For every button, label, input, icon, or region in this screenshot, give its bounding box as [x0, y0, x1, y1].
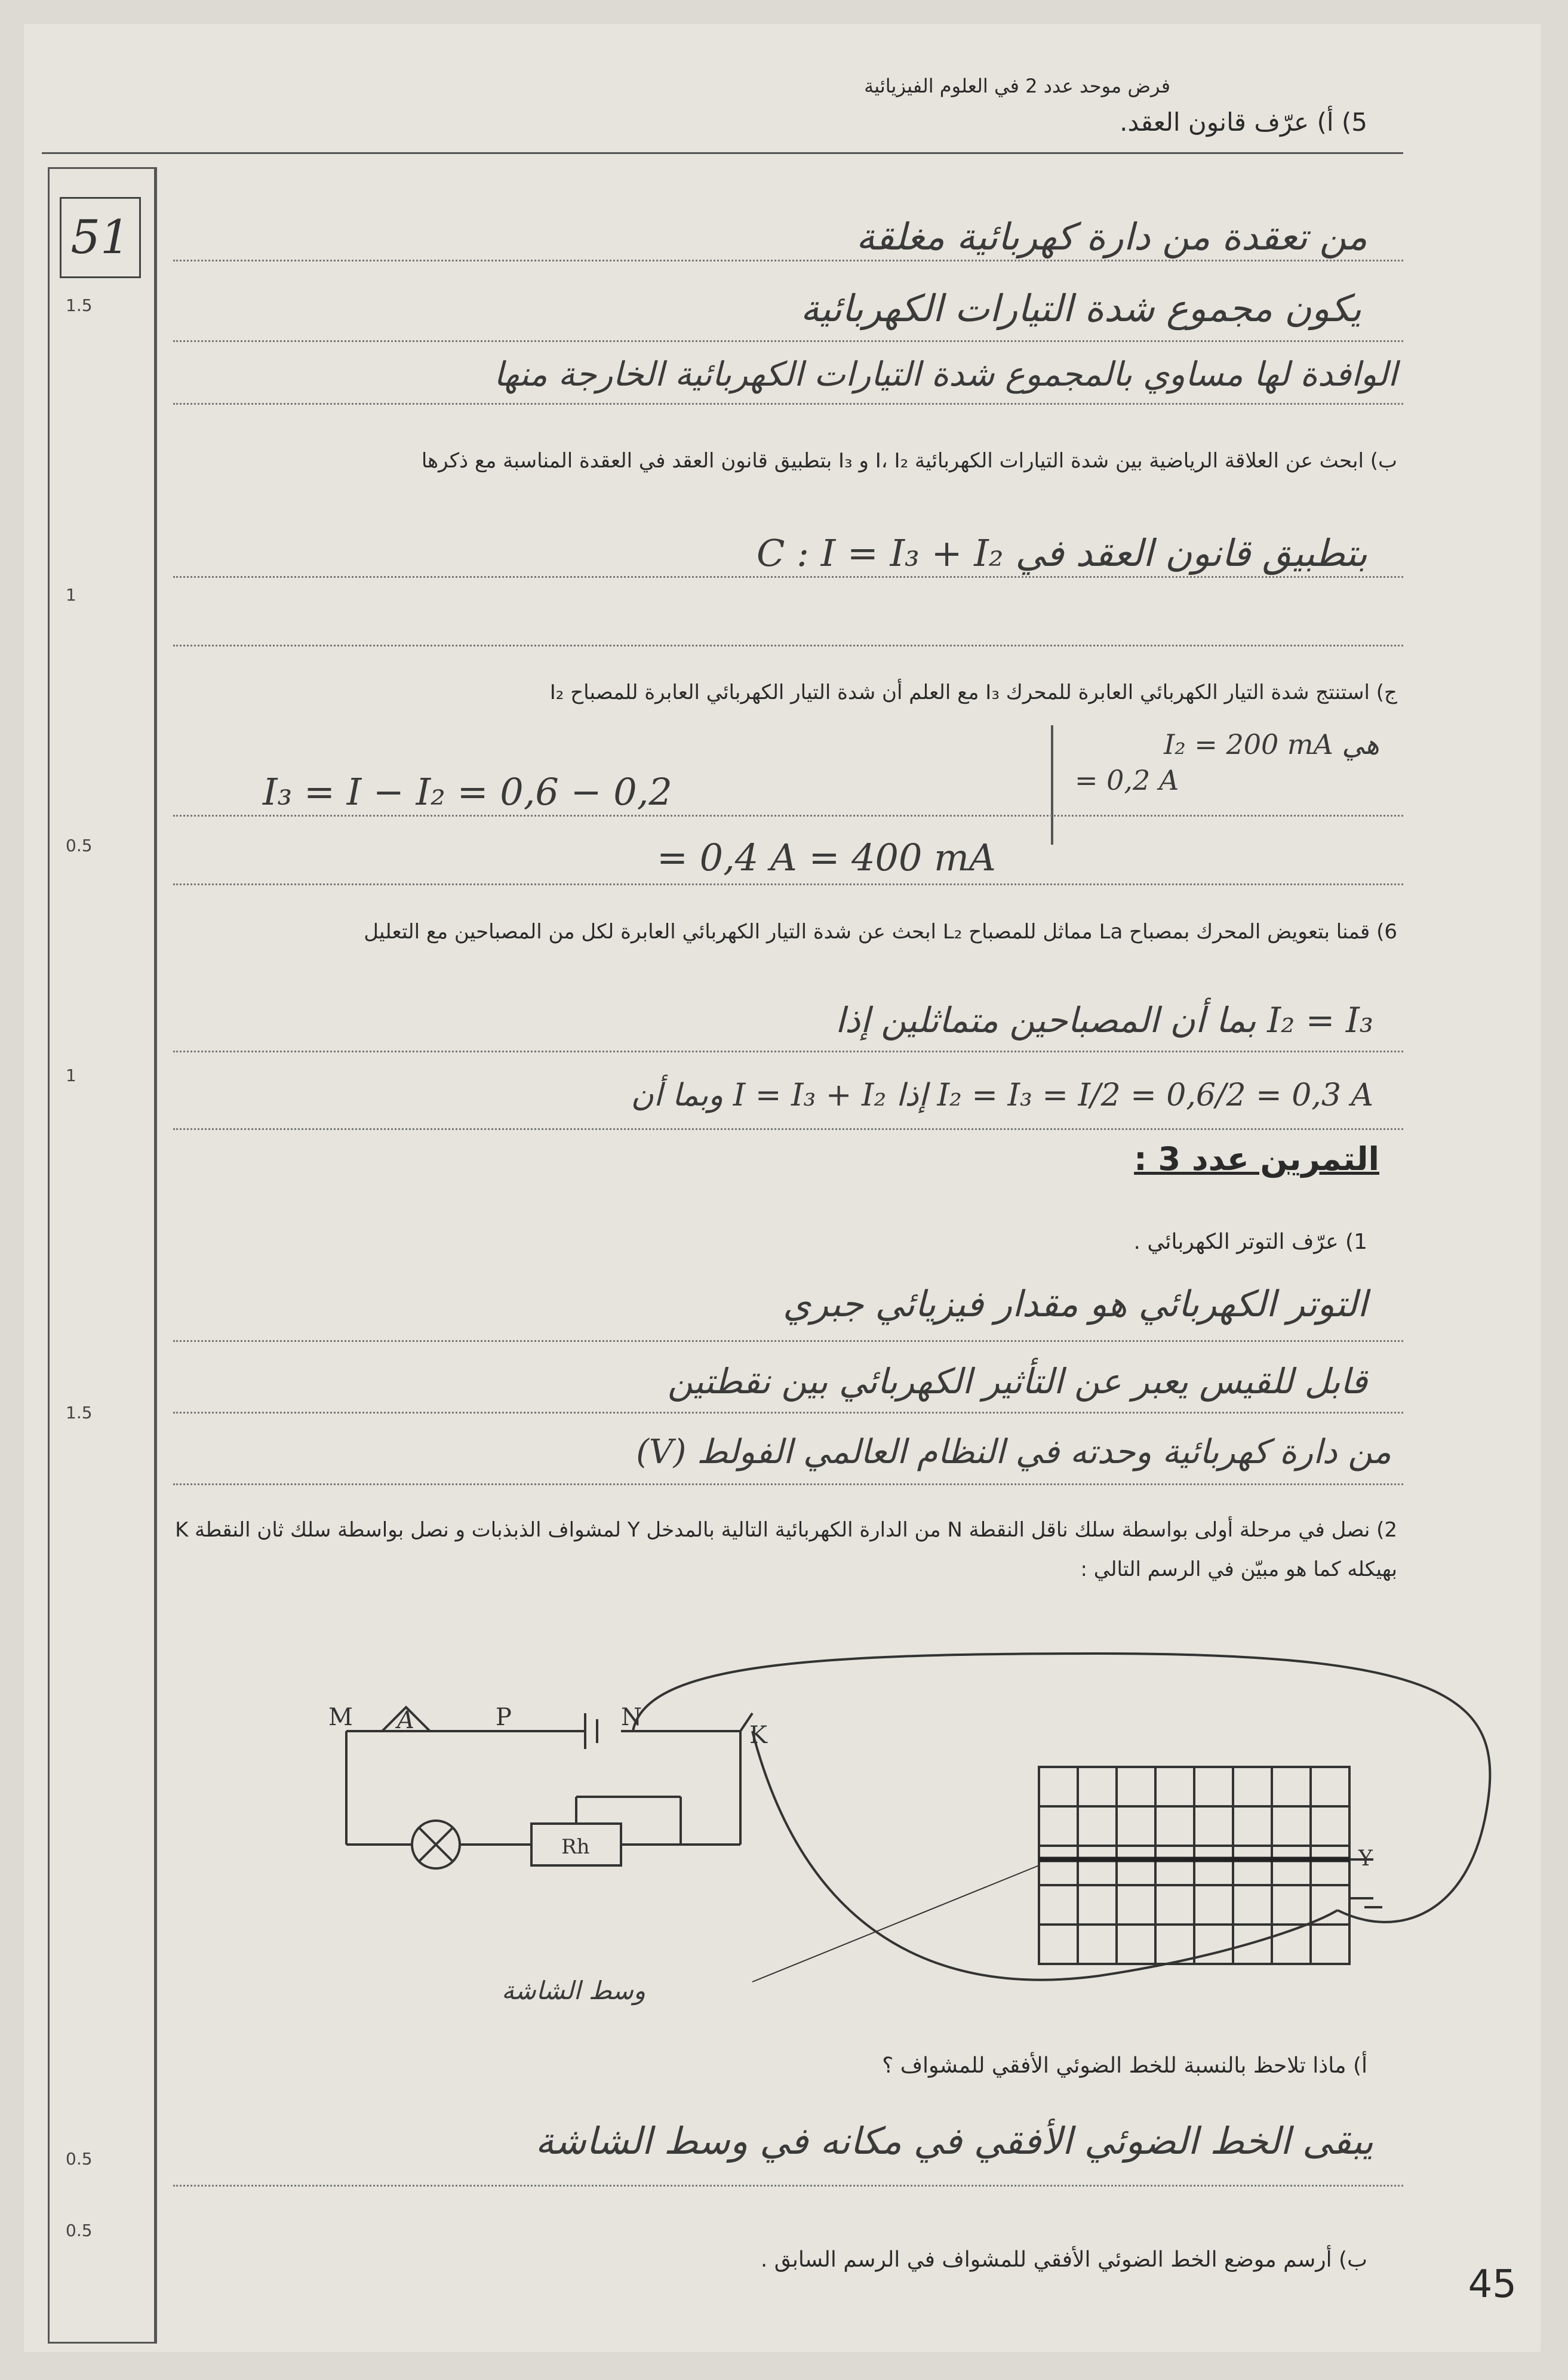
exam-page	[24, 24, 1541, 2352]
label-rh: Rh	[561, 1835, 590, 1859]
margin-column	[48, 167, 157, 2344]
exercise-3-qa: أ) ماذا تلاحظ بالنسبة للخط الضوئي الأفقي للمشواف ؟	[882, 2053, 1367, 2078]
label-y: Y	[1358, 1846, 1373, 1871]
label-k: K	[749, 1722, 767, 1749]
answer-q5a-2: يكون مجموع شدة التيارات الكهربائية	[800, 287, 1361, 330]
label-p: P	[496, 1704, 512, 1731]
label-m: M	[328, 1704, 353, 1731]
mark-q5b: 1	[66, 585, 76, 605]
answer-ex3-q1-3: من دارة كهربائية وحدته في النظام العالمي الفولط (V)	[636, 1433, 1391, 1471]
label-a: A	[397, 1707, 414, 1734]
mark-q5c: 0.5	[66, 836, 93, 855]
question-5b: ب) ابحث عن العلاقة الرياضية بين شدة التيارات الكهربائية I، I₂ و I₃ بتطبيق قانون العقد في العقدة المناسبة مع ذكرها	[421, 449, 1397, 473]
answer-ex3-qa: يبقى الخط الضوئي الأفقي في مكانه في وسط الشاشة	[535, 2119, 1373, 2163]
question-5c: ج) استنتج شدة التيار الكهربائي العابرة للمحرك I₃ مع العلم أن شدة التيار الكهربائي العابرة للمصباح I₂	[549, 681, 1397, 704]
answer-q5c-2: = 0,4 A = 400 mA	[657, 836, 996, 879]
given-i2: I₂ = 200 mA هي	[1164, 728, 1379, 761]
given-i2-amps: = 0,2 A	[1075, 764, 1179, 796]
answer-q5a-3: الوافدة لها مساوي بالمجموع شدة التيارات الكهربائية الخارجة منها	[494, 355, 1397, 394]
question-5a: 5) أ) عرّف قانون العقد.	[1120, 107, 1367, 137]
question-6: 6) قمنا بتعويض المحرك بمصباح La مماثل للمصباح L₂ ابحث عن شدة التيار الكهربائي العابرة لكل من المصباحين مع التعليل	[364, 920, 1397, 944]
label-n: N	[621, 1704, 642, 1731]
mark-q6: 1	[66, 1066, 76, 1085]
given-separator	[1051, 725, 1053, 845]
mark-ex3-qa-2: 0.5	[66, 2221, 93, 2240]
header-title: فرض موحد عدد 2 في العلوم الفيزيائية	[864, 75, 1170, 97]
answer-ex3-q1-2: قابل للقيس يعبر عن التأثير الكهربائي بين نقطتين	[667, 1361, 1367, 1402]
exercise-3-qb: ب) أرسم موضع الخط الضوئي الأفقي للمشواف في الرسم السابق .	[760, 2247, 1367, 2272]
answer-ex3-q1-1: التوتر الكهربائي هو مقدار فيزيائي جبري	[783, 1283, 1367, 1325]
answer-q5c-1: I₃ = I − I₂ = 0,6 − 0,2	[263, 770, 672, 814]
answer-q5b: بتطبيق قانون العقد في C : I = I₃ + I₂	[756, 531, 1367, 575]
mark-ex3-qa-1: 0.5	[66, 2149, 93, 2169]
score-box: 51	[60, 197, 141, 278]
exercise-3-q2: 2) نصل في مرحلة أولى بواسطة سلك ناقل النقطة N من الدارة الكهربائية التالية بالمدخل Y لمشواف الذبذبات و نصل بواسطة سلك ثان النقطة K بهيكله كما هو مبيّن في الرسم التالي :	[175, 1518, 1397, 1581]
answer-q6-2: I₂ = I₃ = I/2 = 0,6/2 = 0,3 A إذا I = I₃ + I₂ وبما أن	[631, 1077, 1373, 1113]
answer-q5a-1: من تعقدة من دارة كهربائية مغلقة	[856, 215, 1367, 258]
circuit-diagram	[263, 1630, 1517, 2000]
exercise-3-title: التمرين عدد 3 :	[1134, 1140, 1379, 1178]
answer-q6-1: I₂ = I₃ بما أن المصباحين متماثلين إذا	[835, 1000, 1373, 1040]
mark-ex3-q1: 1.5	[66, 1403, 93, 1423]
mark-q5a: 1.5	[66, 295, 93, 315]
page-number: 45	[1468, 2262, 1517, 2307]
screen-centre-label: وسط الشاشة	[502, 1976, 646, 2005]
exercise-3-q1: 1) عرّف التوتر الكهربائي .	[1133, 1230, 1367, 1254]
header-divider	[42, 152, 1403, 154]
